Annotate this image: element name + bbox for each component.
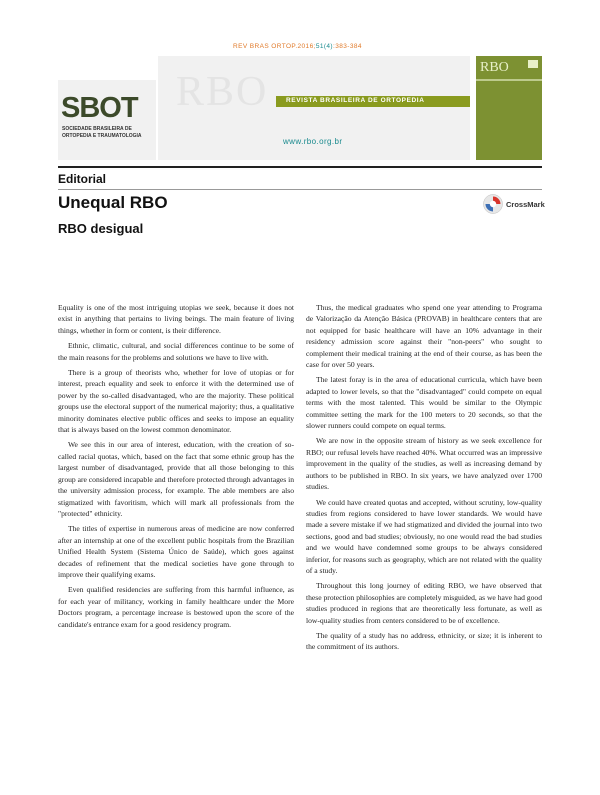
article-body [58,302,542,780]
rbo-masthead [158,56,470,160]
paragraph: The latest foray is in the area of educational curricula, which have been adapted to lower levels, so that the "disadvantaged" could compete on equal terms with the most talented. This would be similar to the Olympic committee setting the mark for the 100 meters to 20 seconds, so that the slower runners could compete on equal terms. [306,375,542,431]
header-rule [58,166,542,168]
journal-banner [58,56,470,160]
citation-year: 2016; [297,43,316,50]
right-column [306,302,542,780]
journal-cover-thumbnail [476,56,542,160]
paragraph: We are now in the opposite stream of history as we seek excellence for RBO; our refusal levels have reached 40%. What occurred was an impressive improvement in the quality of the studies, as well as increasing demand by authors to be published in RBO. In six years, we have analyzed over 1700 studies. [306,436,542,492]
paragraph: We could have created quotas and accepted, without scrutiny, low-quality studies from regions considered to have lower standards. We would have made a severe mistake if we had stigmatized and divided the journal into two sections, good and bad studies; obviously, no one would read the bad studies and we would have condemned some groups to be always considered inferior, for reasons such as geography, which are not related with the quality of a study. [306,497,542,575]
paragraph: Throughout this long journey of editing RBO, we have observed that these protection philosophies are completely misguided, as we have had good studies produced in regions that are theoretically less fortunate, as well as low-quality studies from centers considered to be of excellence. [306,581,542,625]
paragraph: Even qualified residencies are suffering from this harmful influence, as for each year of militancy, working in family healthcare under the More Doctors program, a percentage increase is bestowed upon the score of the candidate's entrance exam for a good residency program. [58,585,294,629]
citation-journal: REV BRAS ORTOP. [233,43,298,50]
article-subtitle: RBO desigual [58,221,144,236]
rbo-tagline: REVISTA BRASILEIRA DE ORTOPEDIA [286,97,425,104]
sbot-subtitle-line-2: ORTOPEDIA E TRAUMATOLOGIA [62,132,142,139]
crossmark-icon [483,194,503,214]
paragraph: The titles of expertise in numerous areas of medicine are now conferred after an internship at one of the excellent public hospitals from the Brazilian Unified Health System (Sistema Único de Saúde), which goes against decades of refinement that the medical societies have gone through to improve their qualifying exams. [58,524,294,579]
crossmark-badge[interactable] [483,194,545,214]
paragraph: The quality of a study has no address, ethnicity, or size; it is inherent to the commitment of its authors. [306,630,542,652]
section-label: Editorial [58,172,107,186]
cover-badge-icon [528,60,538,68]
sbot-subtitle [62,126,142,139]
article-title: Unequal RBO [58,193,168,212]
rbo-watermark-logo: RBO [176,69,269,115]
paragraph: Thus, the medical graduates who spend one year attending to Programa de Valorização da Atenção Básica (PROVAB) in healthcare centers that are not equipped for basic healthcare will have an 10% advantage in their residency admission score against their "non-peers" who sought to complement their medical training at the end of their course, as has been the case for over 50 years. [306,303,542,370]
paragraph: We see this in our area of interest, education, with the creation of so-called racial quotas, which, based on the fact that some ethnic group has the largest number of disadvantaged, provide that all those belonging to this group are considered incapable and therefore protected through advantages in the university admission process, for example. The able members are also stigmatized with favoritism, which will mark all professionals from the "protected" ethnicity. [58,440,294,518]
paragraph: Ethnic, climatic, cultural, and social differences continue to be some of the main reasons for the problems and solutions we have to live with. [58,341,294,362]
rbo-url-link[interactable]: www.rbo.org.br [283,137,343,146]
cover-divider [476,79,542,81]
paragraph: Equality is one of the most intriguing utopias we seek, because it does not exist in anything that pertains to living beings. The main feature of living things, whether in form or content, is their difference. [58,303,294,335]
citation-pages: :383-384 [333,43,362,50]
sbot-logo [61,92,138,125]
cover-title: RBO [480,60,509,75]
section-rule [58,189,542,190]
sbot-subtitle-line-1: SOCIEDADE BRASILEIRA DE [62,126,132,132]
paragraph: There is a group of theorists who, whether for love of utopias or for interest, preach equality and seek to enforce it with the determined use of power by the so-called disadvantaged, who are the majority. These political groups use the electoral support of the numerical majority; thus, a qualitative minority dominates elective public offices and seeks to impose an equality that is always based on the lowest common denominator. [58,368,294,435]
citation-volume: 51(4) [315,43,333,50]
left-column [58,302,294,780]
journal-citation [233,43,362,50]
rbo-tagline-strip [276,96,470,107]
sbot-logo-text: SBOT [61,92,138,124]
crossmark-label: CrossMark [506,199,545,209]
sbot-logo-box [58,80,156,160]
